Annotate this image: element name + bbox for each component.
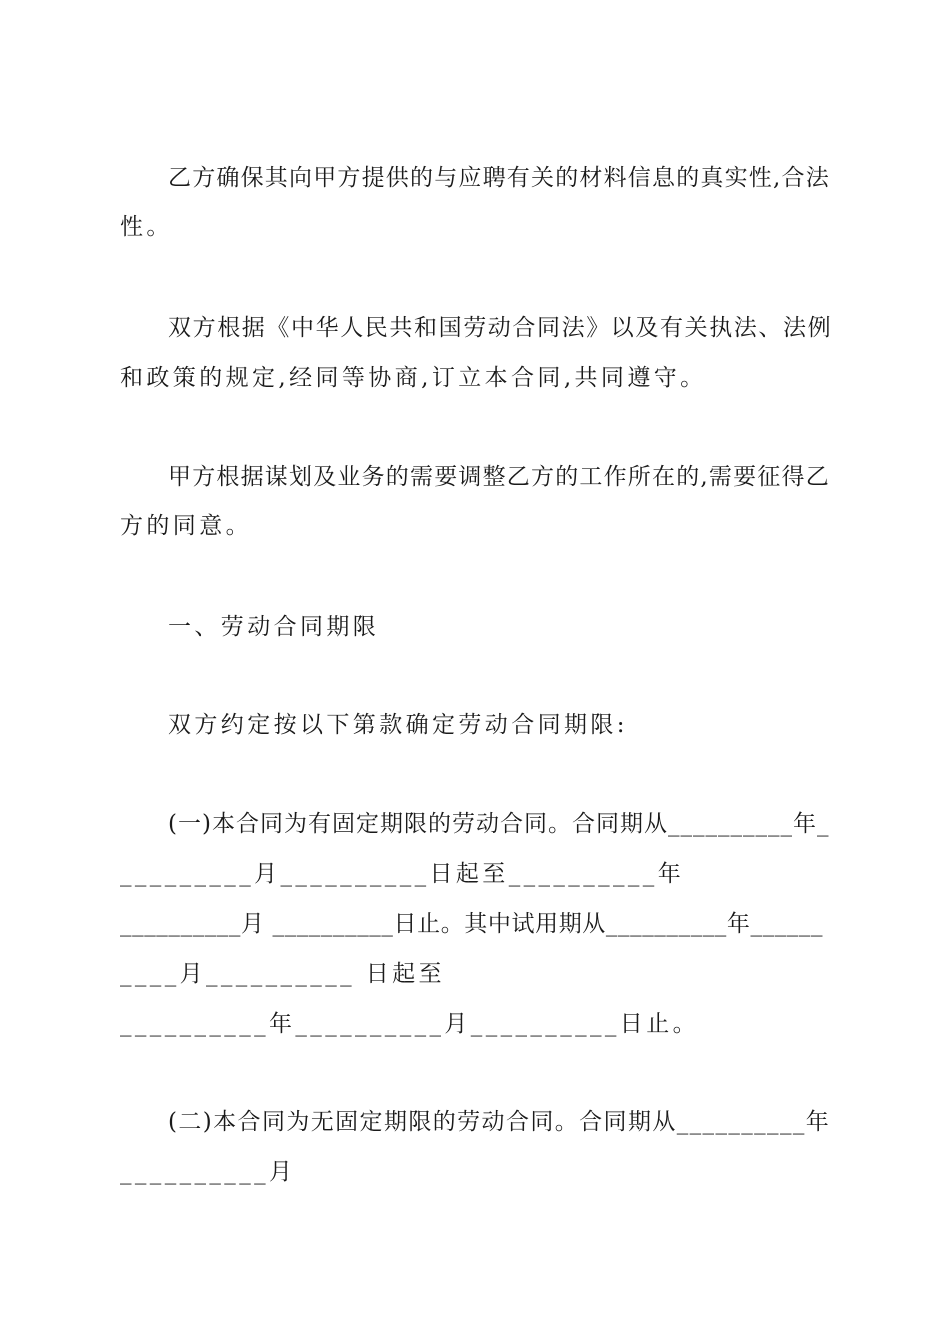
clause-line: (二)本合同为无固定期限的劳动合同。合同期从__________年 [168,1109,831,1135]
paragraph-line: 和政策的规定,经同等协商,订立本合同,共同遵守。 [120,365,707,391]
paragraph-line: 甲方根据谋划及业务的需要调整乙方的工作所在的,需要征得乙 [168,464,830,490]
clause-line: ____月__________ 日起至 [120,961,445,987]
paragraph-line: 性。 [120,214,173,240]
clause-line: (一)本合同为有固定期限的劳动合同。合同期从__________年_ [168,811,830,837]
paragraph-line: 双方根据《中华人民共和国劳动合同法》以及有关执法、法例 [168,315,833,341]
paragraph-line: 双方约定按以下第款确定劳动合同期限: [168,712,628,738]
clause-line: _________月__________日起至__________年 [120,861,685,887]
paragraph-line: 乙方确保其向甲方提供的与应聘有关的材料信息的真实性,合法 [168,165,830,191]
paragraph-line: 方的同意。 [120,513,252,539]
clause-line: __________月 __________日止。其中试用期从__________年______ [120,911,824,937]
section-heading: 一、劳动合同期限 [168,614,380,640]
clause-line: __________年__________月__________日止。 [120,1011,699,1037]
clause-line: __________月 [120,1159,296,1185]
